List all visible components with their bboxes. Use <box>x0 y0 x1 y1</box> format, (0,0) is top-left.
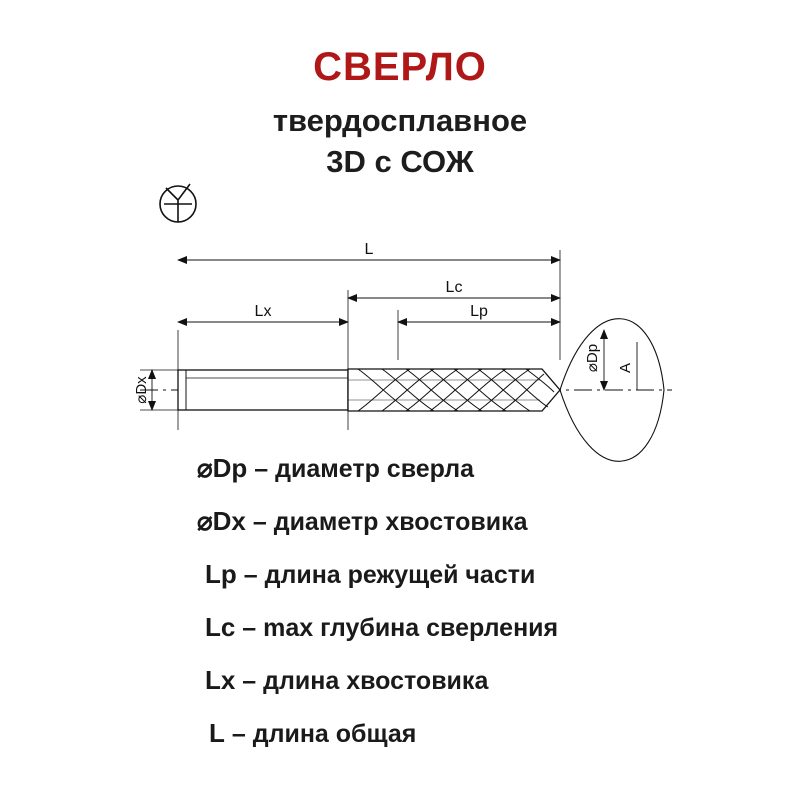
dimension-Lx <box>178 303 348 322</box>
page-subtitle-2: 3D с СОЖ <box>326 144 474 180</box>
dimension-Dx-label: ⌀Dx <box>133 376 150 404</box>
drill-shank <box>178 370 348 410</box>
legend-description: – диаметр сверла <box>254 455 475 483</box>
dimension-Dx <box>133 370 152 410</box>
dimension-A-label: A <box>617 362 634 374</box>
surface-roughness-icon <box>152 178 204 230</box>
legend-symbol: Lx <box>205 665 236 695</box>
legend-item <box>175 614 775 641</box>
legend-symbol: L <box>209 718 225 748</box>
dimension-Dp <box>584 330 604 390</box>
legend-description: – длина режущей части <box>243 561 536 589</box>
legend-symbol: Lc <box>205 612 236 642</box>
legend-description: – диаметр хвостовика <box>252 508 528 536</box>
legend-item <box>175 720 775 747</box>
title-block <box>0 46 800 180</box>
dimension-Dp-label: ⌀Dp <box>584 343 601 373</box>
page-subtitle-1: твердосплавное <box>272 103 528 138</box>
legend-item <box>175 667 775 694</box>
legend-description: – max глубина сверления <box>242 614 559 642</box>
drill-flute-body <box>348 369 560 411</box>
dimension-Lx-label: Lx <box>254 303 272 320</box>
legend-item <box>175 508 775 535</box>
page-title: СВЕРЛО <box>313 45 487 89</box>
legend-description: – длина хвостовика <box>242 667 489 695</box>
legend-description: – длина общая <box>231 720 417 748</box>
dimension-L <box>178 241 560 260</box>
legend-item <box>175 455 775 482</box>
dimension-Lp <box>398 303 560 322</box>
dimension-Lp-label: Lp <box>470 303 488 320</box>
dimension-L-label: L <box>364 241 374 258</box>
legend-symbol: ⌀Dx <box>197 506 246 536</box>
legend-item <box>175 561 775 588</box>
legend-symbol: Lp <box>205 559 237 589</box>
legend-list <box>175 455 775 773</box>
dimension-Lc <box>348 279 560 298</box>
dimension-Lc-label: Lc <box>445 279 463 296</box>
legend-symbol: ⌀Dp <box>197 453 248 483</box>
